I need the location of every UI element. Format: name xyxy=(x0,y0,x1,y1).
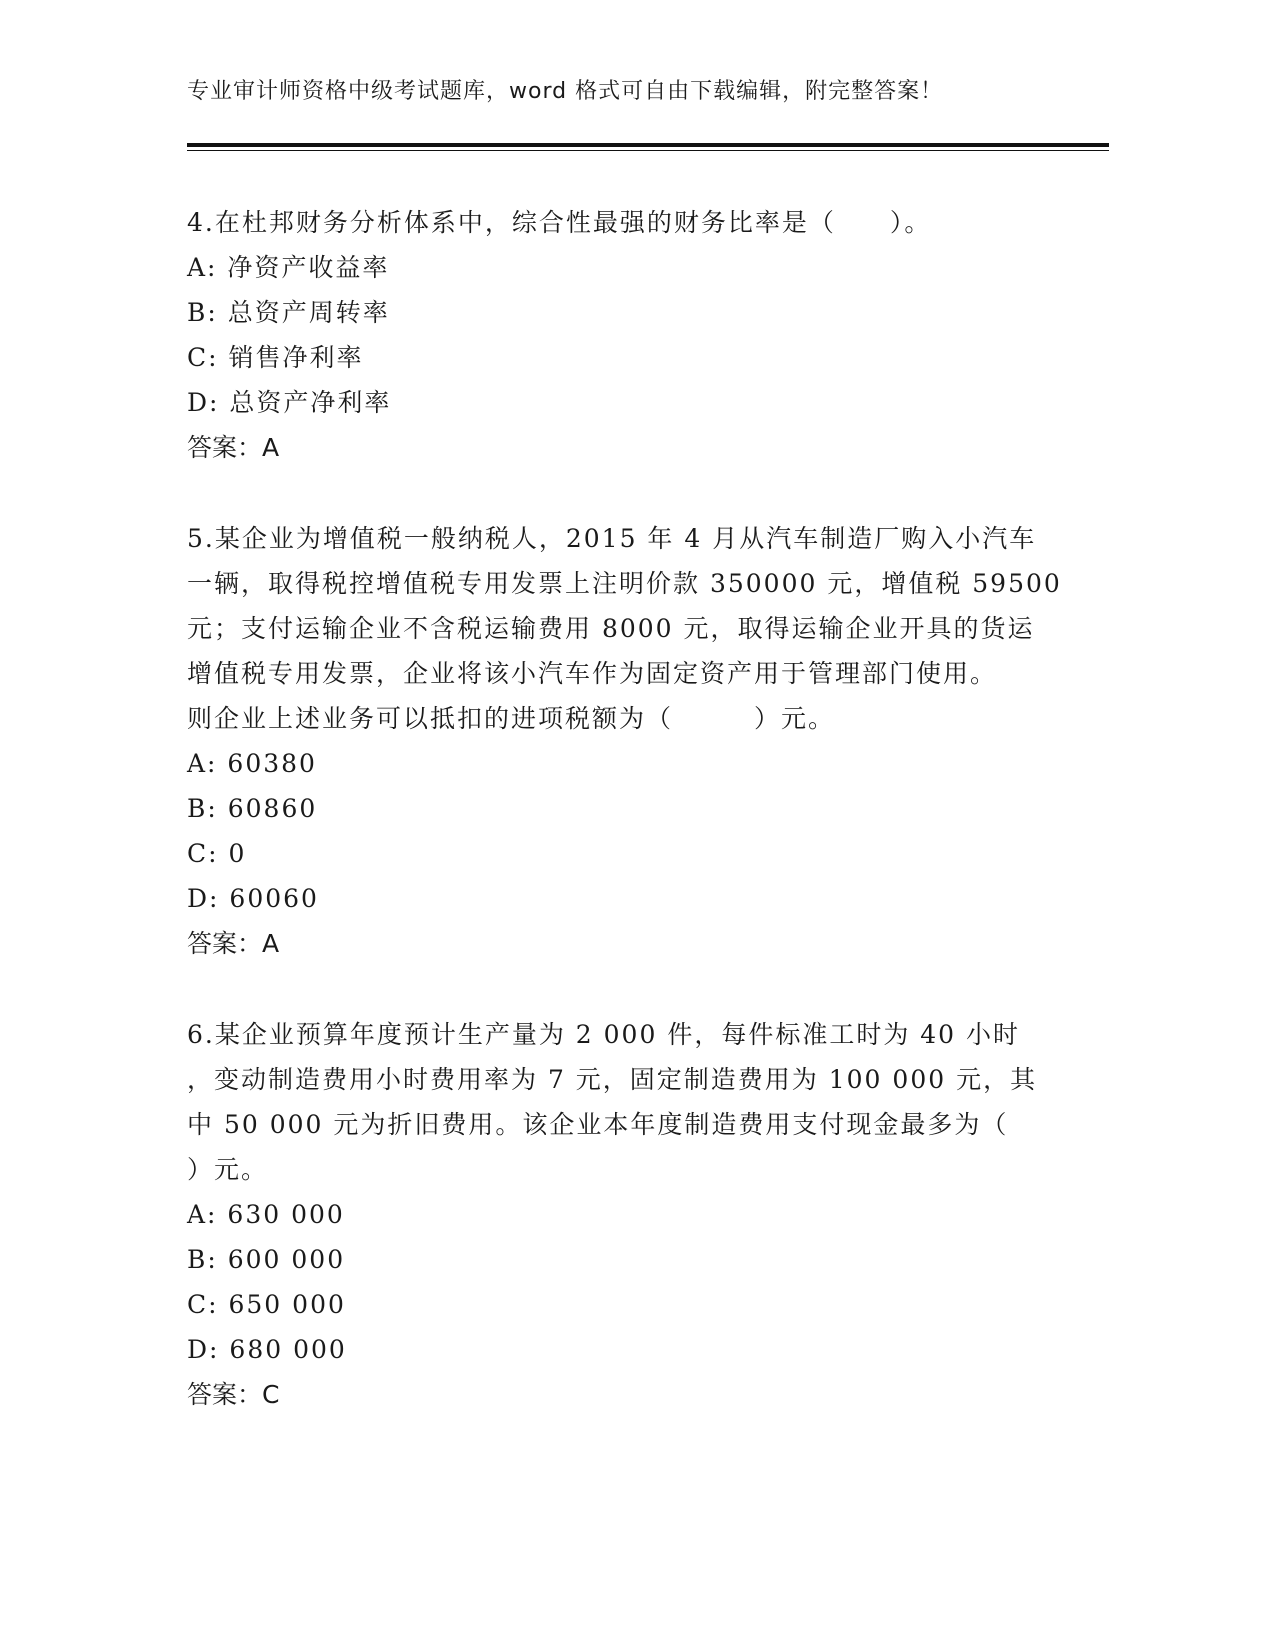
question-stem-line: 中 50 000 元为折旧费用。该企业本年度制造费用支付现金最多为（ xyxy=(187,1110,1009,1139)
answer: 答案：C xyxy=(187,1380,280,1409)
option-d: D: 总资产净利率 xyxy=(187,388,392,417)
option-c: C: 销售净利率 xyxy=(187,343,364,372)
header-rule-thick xyxy=(187,143,1109,147)
question-6 xyxy=(187,1012,1087,1417)
option-a: A: 630 000 xyxy=(187,1200,345,1229)
question-stem-line: 5.某企业为增值税一般纳税人，2015 年 4 月从汽车制造厂购入小汽车 xyxy=(187,524,1037,553)
question-stem-line: ）元。 xyxy=(187,1155,269,1184)
question-stem-line: 一辆，取得税控增值税专用发票上注明价款 350000 元，增值税 59500 xyxy=(187,569,1062,598)
question-stem-line: 则企业上述业务可以抵扣的进项税额为（ ）元。 xyxy=(187,704,836,733)
answer: 答案：A xyxy=(187,433,280,462)
option-b: B: 总资产周转率 xyxy=(187,298,390,327)
header-rule-thin xyxy=(187,150,1109,151)
question-list xyxy=(187,200,1087,1463)
question-stem-line: ，变动制造费用小时费用率为 7 元，固定制造费用为 100 000 元，其 xyxy=(187,1065,1038,1094)
option-b: B: 600 000 xyxy=(187,1245,346,1274)
page-header: 专业审计师资格中级考试题库，word 格式可自由下载编辑，附完整答案！ xyxy=(187,79,944,104)
option-b: B: 60860 xyxy=(187,794,318,823)
question-5 xyxy=(187,516,1087,966)
question-stem-line: 6.某企业预算年度预计生产量为 2 000 件，每件标准工时为 40 小时 xyxy=(187,1020,1021,1049)
option-c: C: 650 000 xyxy=(187,1290,346,1319)
question-stem-line: 4.在杜邦财务分析体系中，综合性最强的财务比率是（ ）。 xyxy=(187,208,932,237)
answer: 答案：A xyxy=(187,929,280,958)
question-4 xyxy=(187,200,1087,470)
option-a: A: 60380 xyxy=(187,749,317,778)
question-stem-line: 元；支付运输企业不含税运输费用 8000 元，取得运输企业开具的货运 xyxy=(187,614,1035,643)
option-d: D: 60060 xyxy=(187,884,319,913)
question-stem-line: 增值税专用发票，企业将该小汽车作为固定资产用于管理部门使用。 xyxy=(187,659,998,688)
option-c: C: 0 xyxy=(187,839,247,868)
option-a: A: 净资产收益率 xyxy=(187,253,390,282)
option-d: D: 680 000 xyxy=(187,1335,347,1364)
